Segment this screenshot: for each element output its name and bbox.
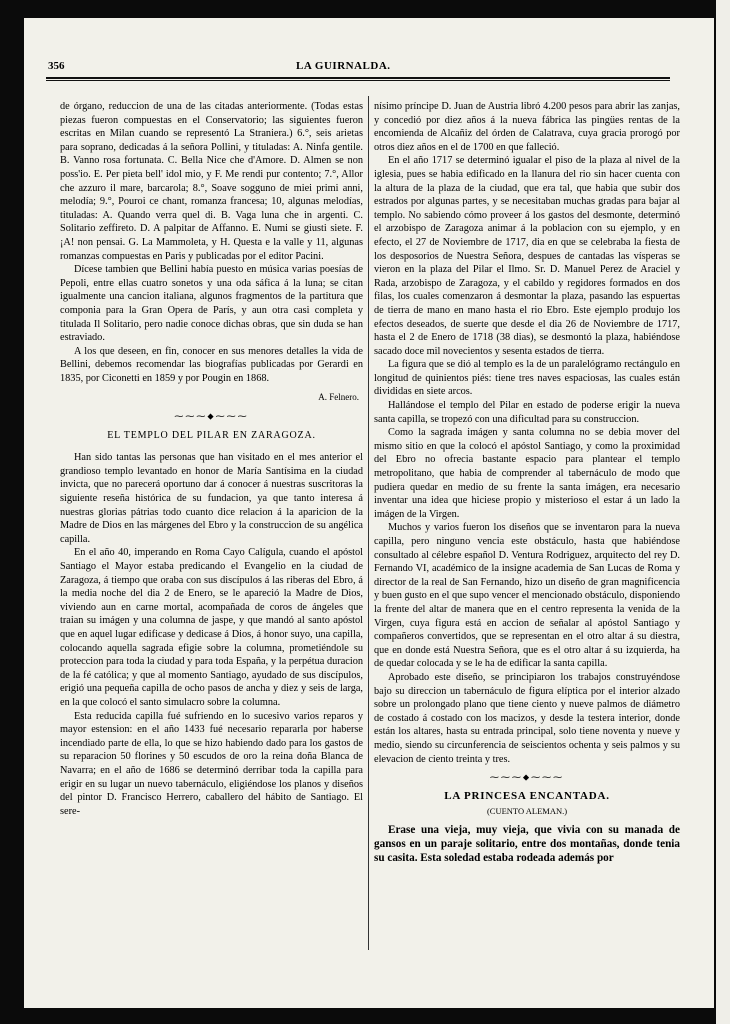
author-signature: A. Felnero. bbox=[318, 392, 359, 403]
paragraph: En el año 40, imperando en Roma Cayo Calígula, cuando el apóstol Santiago el Mayor estaba predicando el Evangelio en la ciudad de Zaragoza, á tiempo que oraba con sus discípulos á las riberas del Ebro, á la media noche del dia 2 de Enero, se le apareció la Madre de Dios, viviendo aun en carne mortal, acompañada de coros de ángeles que traian su imágen y una columna de jaspe, y que mandó al santo apóstol que en aquel lugar edificase y dedicase á Dios, á honor suyo, una capilla, colocando aquella sagrada efigie sobre la columna, prometiéndole su proteccion para toda la ciudad y para toda España, y la perpétua duracion de la fé católica; y que al momento Santiago, ayudado de sus discípulos, erigió una pequeña capilla de ocho pasos de ancha y diez y seis de larga, en la que colocó el santo simulacro sobre la columna. bbox=[60, 547, 363, 708]
right-column bbox=[374, 100, 680, 865]
section-ornament: ⁓⁓⁓⬥⁓⁓⁓ bbox=[489, 772, 565, 783]
paragraph: Esta reducida capilla fué sufriendo en lo sucesivo varios reparos y mayor estension: en el año 1433 fué necesario repararla por haberse incendiado parte de ella, lo que se hizo habiendo dado para los gastos de su reparacion 50 florines y 50 escudos de oro la reina doña Blanca de Navarra; en el año de 1686 se determinó derribar toda la capilla para erigir en su lugar un nuevo tabernáculo, eligiéndose los planos y diseños del pintor D. Francisco Herrero, caballero del hábito de Santiago. El sere- bbox=[60, 710, 363, 817]
left-column bbox=[60, 100, 363, 818]
running-header bbox=[48, 60, 668, 76]
story-subtitle: (CUENTO ALEMAN.) bbox=[486, 806, 568, 817]
paragraph: de órgano, reduccion de una de las citadas anteriormente. (Todas estas piezas fueron compuestas en el Conservatorio; las siguientes fueron escritas en Milan cuando se representó La Straniera.) 6.°, seis arietas para soprano, dedicadas á la señora Pollini, y tituladas: A. Ninfa gentile. B. Vanno rosa fortunata. C. Bella Nice che d'Amore. D. Almen se non poss'io. E. Per pieta bell' idol mio, y F. Me rendi pur contento; 7.°, Allor che azzuro il mare, barcarola; 8.°, Soave sogguno de miei primi anni, melodía; 9.°, Pouroi ce chant, romanza francesa; 10, algunas melodías, tituladas: A. Quando verra quel di. B. Vaga luna che in argenti. C. Solitario zeffireto. D. A palpitar de Affanno. E. Numi se giusti siete. F. ¡A! non pensai. G. La Mammoleta, y H. Questa e la valle y 11, algunas romanzas compuestas en Paris y publicadas por el editor Pacini. bbox=[60, 101, 363, 262]
section-ornament: ⁓⁓⁓⬥⁓⁓⁓ bbox=[174, 411, 249, 422]
paragraph: La figura que se dió al templo es la de un paralelógramo rectángulo en longitud de quinientos piés: tiene tres naves espaciosas, las cuales están divididas en siete arcos. bbox=[374, 359, 680, 398]
paragraph: Muchos y varios fueron los diseños que se inventaron para la nueva capilla, pero ninguno vencia este obstáculo, hasta que habiéndose consultado al célebre español D. Ventura Rodriguez, arquitecto del rey D. Fernando VI, académico de la insigne academia de San Lucas de Roma y director de la real de San Fernando, hizo un diseño de gran magnificencia y buen gusto en el que supo vencer el mencionado obstáculo, disponiendo la frente del altar de manera que en el centro representa la venida de la Virgen, cuya figura está en accion de señalar al apóstol Santiago y compañeros convertidos, que se representan en el otro altar á su diestra, que en donde está Nuestra Señora, que es el otro altar á su izquierda, ha de quedar colocada y se le ha de edificar la santa capilla. bbox=[374, 522, 680, 670]
paragraph: Como la sagrada imágen y santa columna no se debia mover del mismo sitio en que la colocó el apóstol Santiago, y como la proximidad del Ebro no ofrecia bastante espacio para plantear el templo metropolitano, que habia de comprender al tabernáculo de modo que pudiera quedar en medio de su frente la santa imágen, era necesario inventar una idea que hiciese propio y misterioso el estar á un lado la imágen de la Virgen. bbox=[374, 427, 680, 520]
paragraph: nísimo príncipe D. Juan de Austria libró 4.200 pesos para abrir las zanjas, y concedió por diez años á la nueva fábrica las pingües rentas de la encomienda de Alcañiz del órden de Calatrava, cuya gracia prorogó por otros diez años en el de 1700 en que falleció. bbox=[374, 101, 680, 153]
paragraph: Han sido tantas las personas que han visitado en el mes anterior el grandioso templo levantado en honor de María Santísima en la ciudad invicta, que no parecerá oportuno dar á conocer á nuestras suscritoras la siguiente reseña histórica de su fundacion, ya que tanto interesa á nuestras glorias pátrias todo cuanto dice relacion á la aparicion de la Madre de Dios en las márgenes del Ebro y la construccion de su angélica capilla. bbox=[60, 452, 363, 545]
paragraph: Hallándose el templo del Pilar en estado de poderse erigir la nueva santa capilla, se tropezó con una dificultad para su construccion. bbox=[374, 400, 680, 425]
paragraph: Dícese tambien que Bellini había puesto en música varias poesías de Pepoli, entre ellas cuatro sonetos y una oda sáfica á la luna; se citan igualmente una cancion italiana, algunos fragmentos de la partitura que componia para la Gran Opera de París, y aun otra casi completa y titulada Il Solitario, pero nadie conoce dichas obras, que sin duda se han estraviado. bbox=[60, 264, 363, 344]
paragraph: En el año 1717 se determinó igualar el piso de la plaza al nivel de la iglesia, pues se habia edificado en la llanura del rio sin hacer cuenta con la altura de la plaza de la ciudad, que era tal, que habia que subir dos estrados por algunas partes, y se necesitaban muchas gradas para bajar al templo. No sabiendo cómo proveer á los gastos del desmonte, determinó el arzobispo de Zaragoza animar á la poblacion con su ejemplo, y en efecto, el 27 de Noviembre de 1717, dia en que se celebraba la fiesta de los desposorios de Nuestra Señora, despues de cantadas las vísperas se vieron en la plaza del Pilar el Ilmo. Sr. D. Manuel Perez de Araciel y Rada, arzobispo de Zaragoza, y el cabildo y regidores formados en dos filas, los cuales comenzaron á desmontar la plaza, pasando las espuertas de tierra de mano en mano hasta el rio Ebro. Este ejemplo produjo los efectos deseados, de suerte que desde el dia 26 de Noviembre de 1717, hasta el 2 de Enero de 1718 (38 dias), se desmontó la plaza, habiéndose sacado doce mil novecientos y sesenta estados de tierra. bbox=[374, 155, 680, 357]
header-rule-thin bbox=[46, 80, 670, 81]
next-page-edge bbox=[716, 0, 730, 1024]
story-title: LA PRINCESA ENCANTADA. bbox=[444, 789, 610, 802]
paragraph: Aprobado este diseño, se principiaron los trabajos construyéndose bajo su direccion un tabernáculo de figura elíptica por el interior alzado sobre un prolongado plano que tiene ciento y nueve palmos de diámetro de costado á costado con los macizos, y desde la testera interior, donde están los altares, hasta su entrada principal, solo tiene noventa y nueve y medio, siendo su circunferencia de seiscientos ochenta y seis palmos y su elevacion de ciento treinta y tres. bbox=[374, 671, 680, 765]
page-number: 356 bbox=[48, 60, 65, 72]
header-rule bbox=[46, 77, 670, 79]
paragraph: A los que deseen, en fin, conocer en sus menores detalles la vida de Bellini, debemos recomendar las biografías publicadas por Gerardi en 1835, por Ciconetti en 1859 y por Pougin en 1868. bbox=[60, 345, 363, 384]
column-divider bbox=[368, 96, 369, 950]
section-title: EL TEMPLO DEL PILAR EN ZARAGOZA. bbox=[107, 429, 316, 441]
journal-title: LA GUIRNALDA. bbox=[296, 60, 391, 72]
paragraph: Erase una vieja, muy vieja, que vivia con su manada de gansos en un paraje solitario, entre dos montañas, donde tenia su casita. Esta soledad estaba rodeada además por bbox=[374, 823, 680, 864]
